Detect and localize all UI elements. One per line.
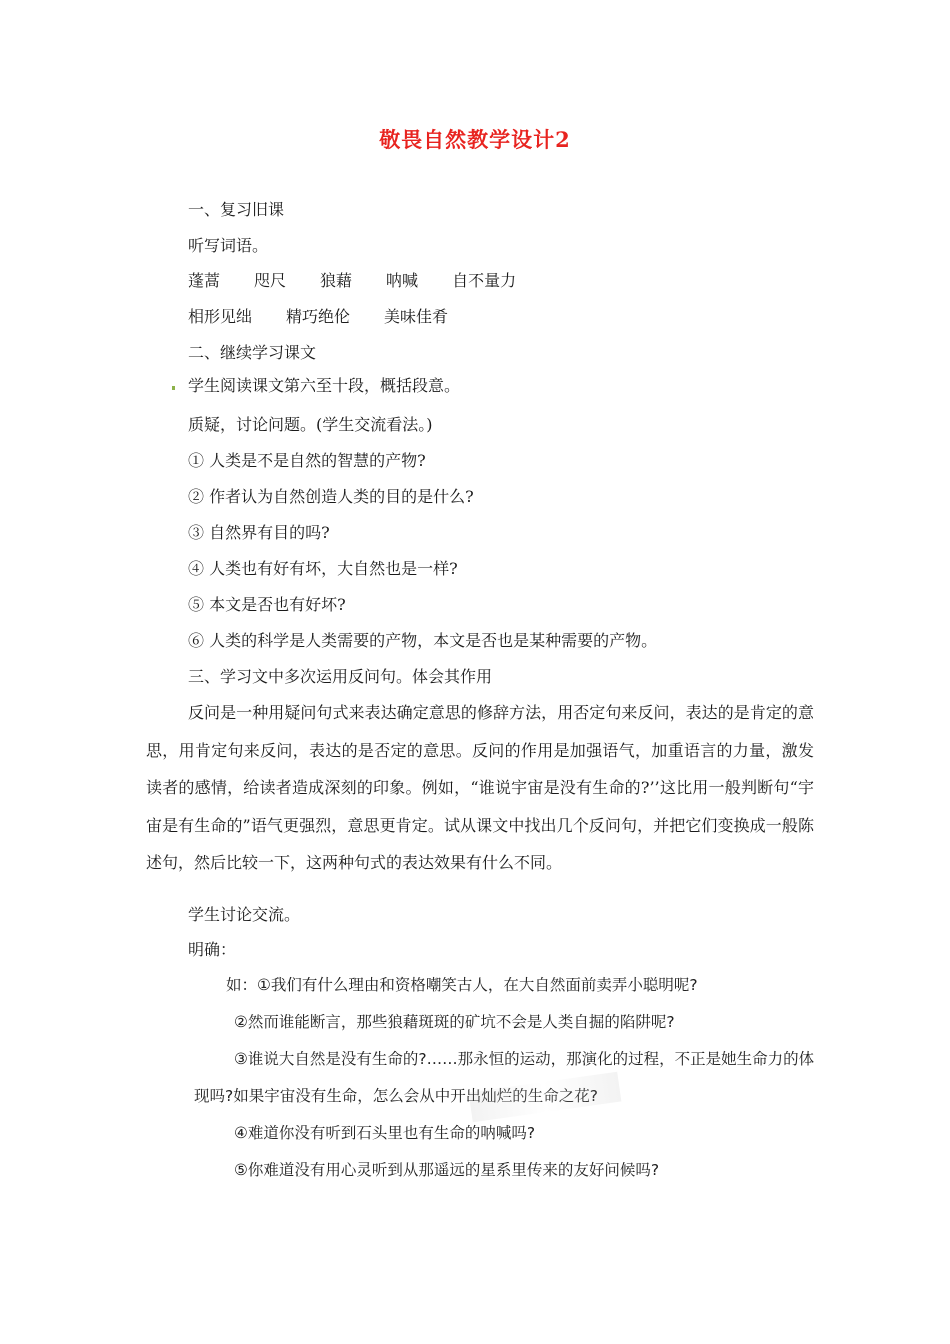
faded-watermark [469, 1072, 622, 1123]
clarify-label: 明确： [188, 940, 237, 959]
example-item: ④难道你没有听到石头里也有生命的呐喊吗? [234, 1124, 536, 1142]
bullet-mark [172, 386, 175, 390]
example-item: 现吗?如果宇宙没有生命，怎么会从中开出灿烂的生命之花? [194, 1087, 598, 1105]
example-item: 如：①我们有什么理由和资格嘲笑古人，在大自然面前卖弄小聪明呢? [226, 976, 698, 994]
section2-heading: 二、继续学习课文 [188, 343, 317, 362]
word-list-row2 [188, 307, 482, 327]
example-item: ②然而谁能断言，那些狼藉斑斑的矿坑不会是人类自掘的陷阱呢? [234, 1013, 675, 1031]
dictation-task: 听写词语。 [188, 236, 269, 255]
page-title: 敬畏自然教学设计2 [379, 127, 571, 152]
word-item: 精巧绝伦 [286, 307, 351, 326]
word-item: 呐喊 [386, 271, 419, 290]
section1-heading: 一、复习旧课 [188, 200, 285, 219]
question-item: ③ 自然界有目的吗? [188, 523, 330, 542]
example-item: ③谁说大自然是没有生命的?……那永恒的运动，那演化的过程，不正是她生命力的体 [234, 1050, 815, 1068]
discussion-note: 学生讨论交流。 [188, 905, 301, 924]
word-item: 蓬蒿 [188, 271, 221, 290]
question-item: ① 人类是不是自然的智慧的产物? [188, 451, 426, 470]
question-item: ② 作者认为自然创造人类的目的是什么? [188, 487, 474, 506]
section3-paragraph: 反问是一种用疑问句式来表达确定意思的修辞方法，用否定句来反问，表达的是肯定的意思，用肯定句来反问，表达的是否定的意思。反问的作用是加强语气，加重语言的力量，激发读者的感情，给读者造成深刻的印象。例如，“谁说宇宙是没有生命的?’’这比用一般判断句“宇宙是有生命的”语气更强烈，意思更肯定。试从课文中找出几个反问句，并把它们变换成一般陈述句，然后比较一下，这两种句式的表达效果有什么不同。 [146, 703, 814, 872]
example-item: ⑤你难道没有用心灵听到从那遥远的星系里传来的友好问候吗? [234, 1161, 660, 1179]
question-item: ⑤ 本文是否也有好坏? [188, 595, 346, 614]
section3-heading: 三、学习文中多次运用反问句。体会其作用 [188, 667, 493, 686]
word-item: 自不量力 [452, 271, 517, 290]
word-list-row1 [188, 271, 550, 291]
section2-step2: 质疑，讨论问题。(学生交流看法。) [188, 415, 433, 434]
word-item: 相形见绌 [188, 307, 253, 326]
word-item: 狼藉 [320, 271, 353, 290]
word-item: 咫尺 [254, 271, 287, 290]
section2-step1: 学生阅读课文第六至十段，概括段意。 [188, 376, 461, 395]
question-item: ⑥ 人类的科学是人类需要的产物，本文是否也是某种需要的产物。 [188, 631, 658, 650]
word-item: 美味佳肴 [384, 307, 449, 326]
question-item: ④ 人类也有好有坏，大自然也是一样? [188, 559, 458, 578]
